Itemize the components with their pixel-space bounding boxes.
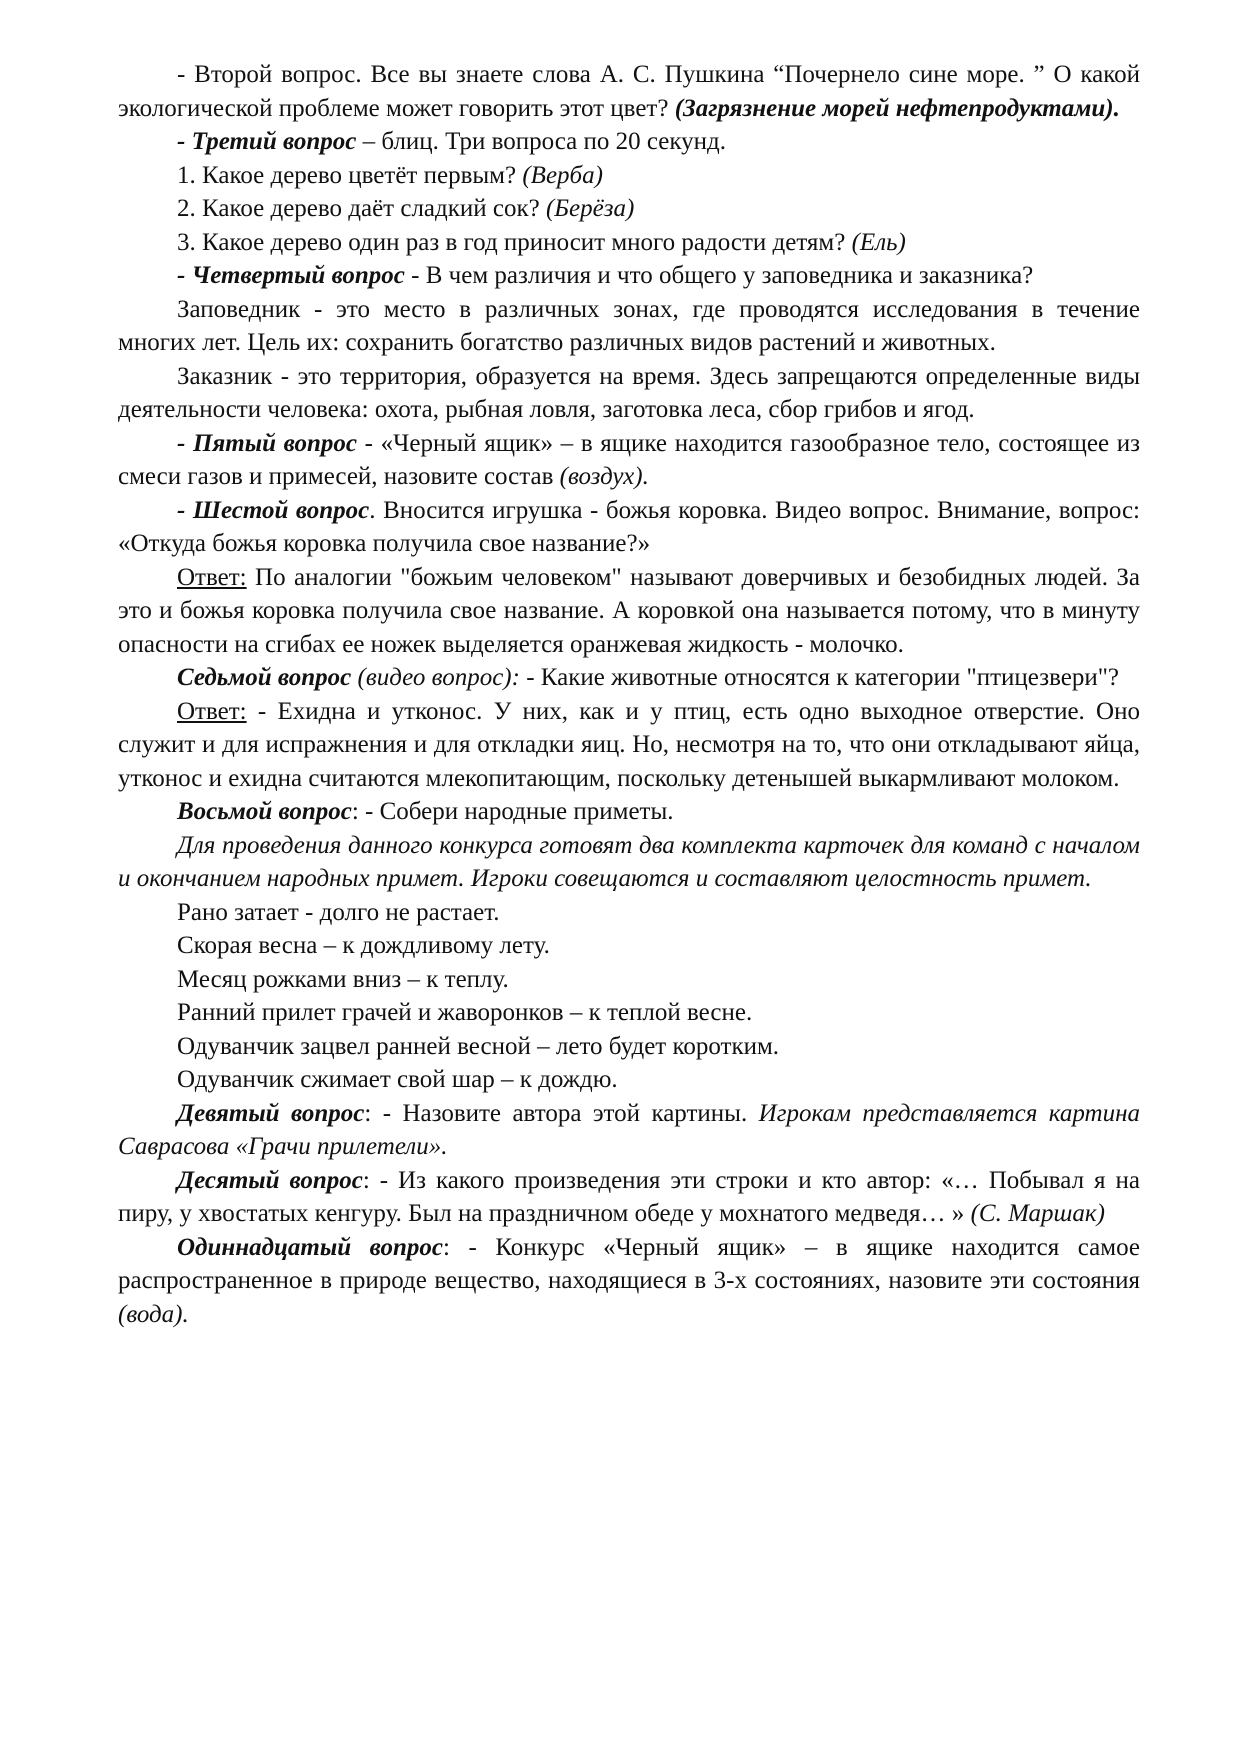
- item-answer: (Верба): [522, 161, 603, 189]
- answer-text: По аналогии "божьим человеком" называют доверчивых и безобидных людей. За это и божья коровка получила свое название. А коровкой она называется потому, что в минуту опасности на сгибах ее ножек выделяется оранжевая жидкость - молочко.: [118, 563, 1140, 658]
- question-9: [118, 1097, 1140, 1164]
- question-9-note: Игрокам представляется картина Саврасова «Грачи прилетели».: [118, 1099, 1140, 1160]
- question-11-answer: (вода).: [118, 1300, 189, 1328]
- question-8-text: : - Собери народные приметы.: [351, 798, 674, 825]
- question-4-para-1: Заповедник - это место в различных зонах, где проводятся исследования в течение многих лет. Цель их: сохранить богатство различных видов растений и животных.: [118, 295, 1140, 356]
- question-2: [118, 58, 1140, 125]
- folk-sign: Скорая весна – к дождливому лету.: [177, 932, 550, 959]
- question-5-text: - «Черный ящик» – в ящике находится газообразное тело, состоящее из смеси газов и примесей, назовите состав: [118, 429, 1140, 490]
- answer-label: Ответ:: [177, 563, 247, 591]
- question-7-text: - Какие животные относятся к категории "птицезвери"?: [519, 664, 1120, 691]
- question-7-note: (видео вопрос):: [351, 664, 520, 691]
- folk-sign: Месяц рожками вниз – к теплу.: [177, 965, 509, 993]
- question-9-label: Девятый вопрос: [177, 1099, 365, 1127]
- question-4-label: - Четвертый вопрос: [177, 262, 405, 289]
- question-10-answer: (С. Маршак): [970, 1200, 1105, 1227]
- question-8-instruction: Для проведения данного конкурса готовят два комплекта карточек для команд с началом и окончанием народных примет. Игроки совещаются и составляют целостность примет.: [118, 831, 1140, 892]
- question-7: [118, 661, 1140, 695]
- question-7-label: Седьмой вопрос: [177, 664, 352, 691]
- question-9-text: : - Назовите автора этой картины.: [364, 1099, 759, 1127]
- question-3-item-2: [118, 192, 1140, 226]
- question-5-answer: (воздух).: [559, 463, 649, 490]
- question-4: [118, 259, 1140, 293]
- question-8-label: Восьмой вопрос: [177, 798, 352, 825]
- question-4-para-2: Заказник - это территория, образуется на время. Здесь запрещаются определенные виды деятельности человека: охота, рыбная ловля, заготовка леса, сбор грибов и ягод.: [118, 362, 1140, 423]
- question-3-label: - Третий вопрос: [177, 128, 357, 155]
- question-6-text: . Вносится игрушка - божья коровка. Видео вопрос. Внимание, вопрос: «Откуда божья коровка получила свое название?»: [118, 496, 1140, 557]
- item-text: 2. Какое дерево даёт сладкий сок?: [177, 195, 546, 222]
- question-8: [118, 795, 1140, 829]
- question-4-text: - В чем различия и что общего у заповедника и заказника?: [404, 262, 1034, 289]
- question-6-label: - Шестой вопрос: [177, 496, 370, 524]
- folk-sign: Одуванчик зацвел ранней весной – лето будет коротким.: [177, 1032, 780, 1060]
- question-6: [118, 494, 1140, 561]
- answer-label: Ответ:: [177, 697, 247, 725]
- question-10-text: : - Из какого произведения эти строки и кто автор: «… Побывал я на пиру, у хвостатых кенгуру. Был на праздничном обеде у мохнатого медведя… »: [118, 1166, 1140, 1227]
- folk-sign: Одуванчик сжимает свой шар – к дождю.: [177, 1066, 618, 1093]
- question-7-answer: [118, 695, 1140, 796]
- question-11-label: Одиннадцатый вопрос: [177, 1233, 443, 1261]
- question-3-item-1: [118, 159, 1140, 193]
- question-11: [118, 1231, 1140, 1332]
- item-answer: (Берёза): [545, 195, 635, 222]
- question-2-text: - Второй вопрос. Все вы знаете слова А. С. Пушкина “Почернело сине море. ” О какой экологической проблеме может говорить этот цвет?: [118, 61, 1140, 122]
- item-answer: (Ель): [851, 228, 906, 256]
- question-5-label: - Пятый вопрос: [177, 429, 358, 457]
- item-text: 3. Какое дерево один раз в год приносит много радости детям?: [177, 228, 852, 256]
- question-5: [118, 427, 1140, 494]
- folk-sign: Рано затает - долго не растает.: [177, 898, 500, 926]
- item-text: 1. Какое дерево цветёт первым?: [177, 161, 523, 189]
- question-10: [118, 1164, 1140, 1231]
- document-page: [118, 58, 1140, 1331]
- question-11-text: : - Конкурс «Черный ящик» – в ящике находится самое распространенное в природе вещество, находящиеся в 3-х состояниях, назовите эти состояния: [118, 1233, 1140, 1294]
- question-6-answer: [118, 561, 1140, 662]
- question-10-label: Десятый вопрос: [177, 1166, 363, 1194]
- answer-text: - Ехидна и утконос. У них, как и у птиц, есть одно выходное отверстие. Оно служит и для испражнения и для откладки яиц. Но, несмотря на то, что они откладывают яйца, утконос и ехидна считаются млекопитающим, поскольку детенышей выкармливают молоком.: [118, 697, 1140, 792]
- question-3-text: – блиц. Три вопроса по 20 секунд.: [356, 128, 727, 155]
- question-3: [118, 125, 1140, 159]
- question-2-answer: (Загрязнение морей нефтепродуктами).: [674, 94, 1120, 122]
- question-3-item-3: [118, 226, 1140, 260]
- folk-sign: Ранний прилет грачей и жаворонков – к теплой весне.: [177, 999, 753, 1026]
